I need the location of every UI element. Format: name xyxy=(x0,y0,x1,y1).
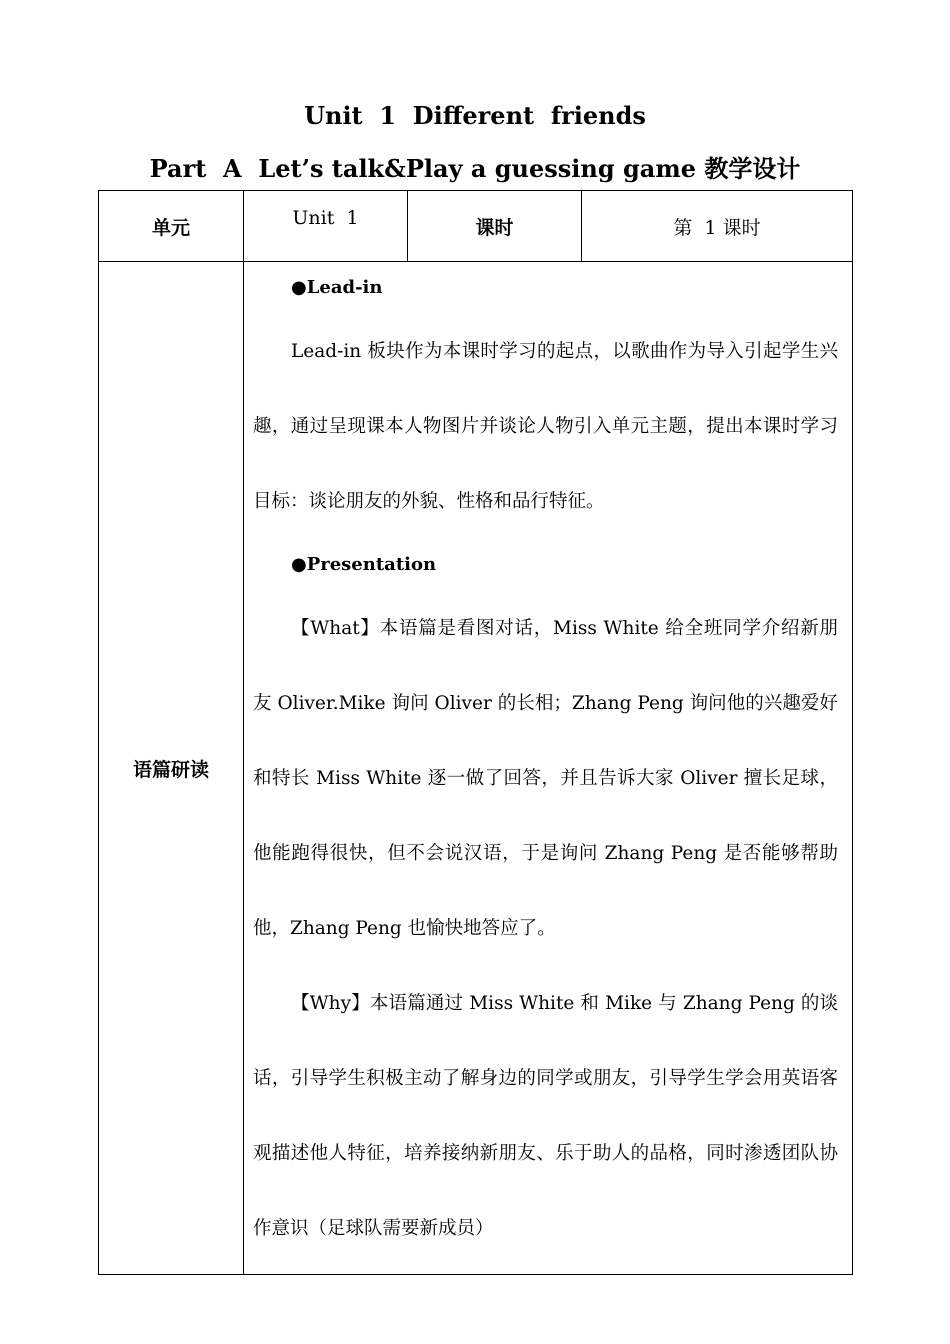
section-heading-presentation: ●Presentation xyxy=(291,554,437,575)
analysis-content-cell xyxy=(244,262,853,1275)
document-subtitle: Part A Let’s talk&Play a guessing game 教学设计 xyxy=(149,154,801,183)
lead-in-paragraph: Lead-in 板块作为本课时学习的起点，以歌曲作为导入引起学生兴趣，通过呈现课本人物图片并谈论人物引入单元主题，提出本课时学习目标：谈论朋友的外貌、性格和品行特征。 xyxy=(253,341,838,512)
table-header-row xyxy=(99,191,853,262)
period-label-cell: 课时 xyxy=(408,191,582,262)
what-paragraph: 【What】本语篇是看图对话，Miss White 给全班同学介绍新朋友 Oliver.Mike 询问 Oliver 的长相；Zhang Peng 询问他的兴趣爱好和特长 Miss White 逐一做了回答，并且告诉大家 Oliver 擅长足球，他能跑得很快，但不会说汉语，于是询问 Zhang Peng 是否能够帮助他，Zhang Peng 也愉快地答应了。 xyxy=(253,618,838,939)
unit-label-cell: 单元 xyxy=(99,191,244,262)
analysis-label-cell: 语篇研读 xyxy=(99,262,244,1275)
lesson-plan-table xyxy=(98,190,853,1275)
unit-value-cell: Unit 1 xyxy=(244,191,408,262)
document-title: Unit 1 Different friends xyxy=(304,101,646,130)
section-heading-lead-in: ●Lead-in xyxy=(291,277,383,298)
analysis-row xyxy=(99,262,853,1275)
period-value-cell: 第 1 课时 xyxy=(582,191,853,262)
why-paragraph: 【Why】本语篇通过 Miss White 和 Mike 与 Zhang Peng 的谈话，引导学生积极主动了解身边的同学或朋友，引导学生学会用英语客观描述他人特征，培养接纳新朋友、乐于助人的品格，同时渗透团队协作意识（足球队需要新成员） xyxy=(253,993,838,1239)
